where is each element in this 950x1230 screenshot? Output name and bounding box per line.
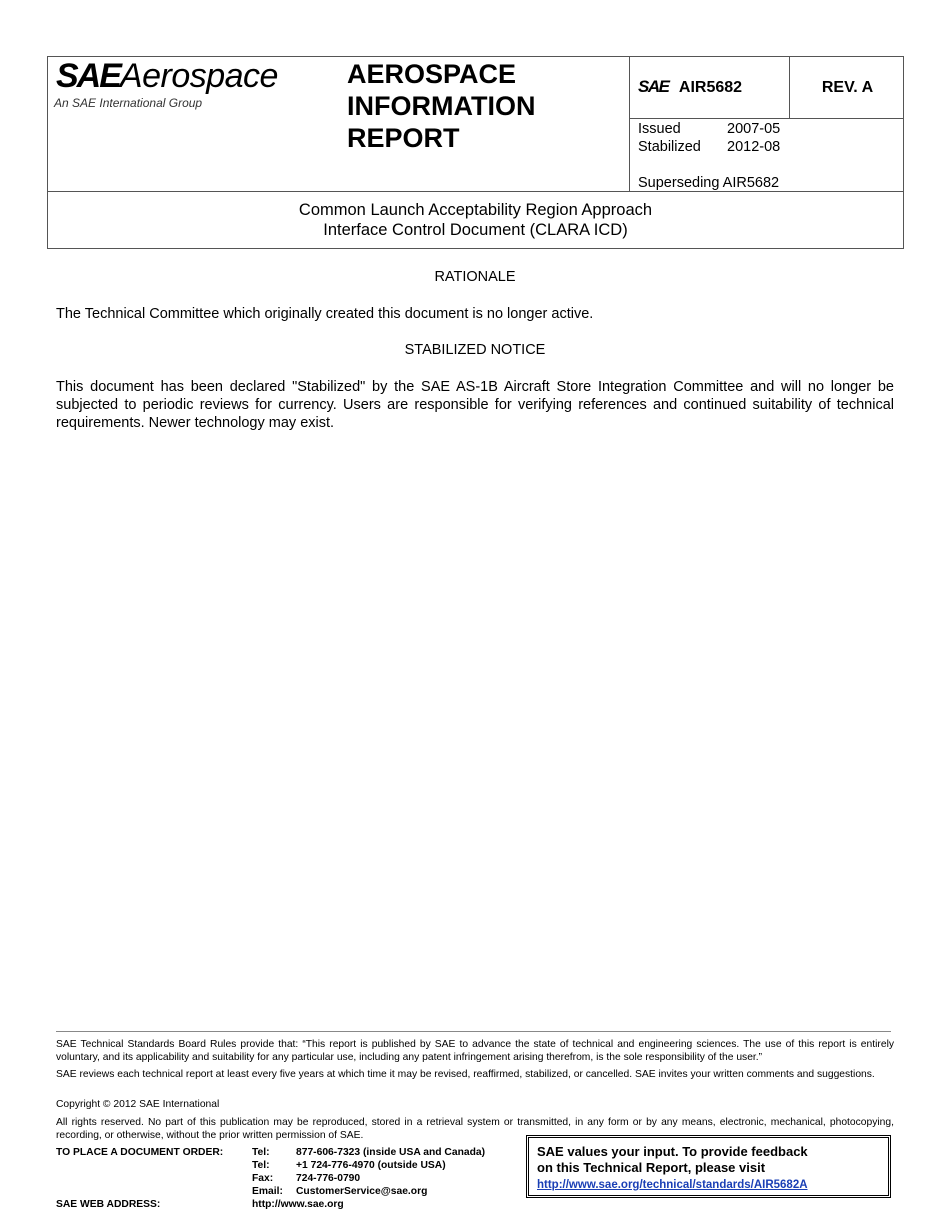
footer-rules-paragraph: SAE Technical Standards Board Rules provide that: “This report is published by SAE to advance the state of technical and engineering sciences. The use of this report is entirely voluntary, and its applicability and suitability for any particular use, including any patent infringement arising therefrom, is the sole responsibility of the user.” xyxy=(56,1039,894,1063)
logo-subtitle: An SAE International Group xyxy=(54,96,203,110)
revision-label: REV. A xyxy=(821,79,874,96)
document-title-line: Interface Control Document (CLARA ICD) xyxy=(323,221,628,239)
small-sae-logo: SAE xyxy=(638,77,669,96)
issued-date: 2007-05 xyxy=(727,121,781,137)
feedback-link[interactable]: http://www.sae.org/technical/standards/AIR5682A xyxy=(537,1179,808,1191)
logo-aerospace-text: Aerospace xyxy=(119,57,278,95)
stabilized-label: Stabilized xyxy=(638,139,701,155)
footer-rule xyxy=(56,1031,891,1032)
email-label: Email: xyxy=(252,1186,283,1197)
superseding-note: Superseding AIR5682 xyxy=(638,175,780,191)
document-type-line: AEROSPACE xyxy=(347,59,517,89)
rationale-text: The Technical Committee which originally created this document is no longer active. xyxy=(56,306,594,322)
document-type xyxy=(347,58,535,154)
footer-copyright: Copyright © 2012 SAE International xyxy=(56,1099,220,1110)
document-type-line: REPORT xyxy=(347,123,460,153)
order-label: TO PLACE A DOCUMENT ORDER: xyxy=(56,1147,224,1158)
document-type-line: INFORMATION xyxy=(347,91,536,121)
header-column-divider xyxy=(629,57,630,191)
issued-label: Issued xyxy=(638,121,681,137)
fax-value: 724-776-0790 xyxy=(296,1173,361,1184)
document-title xyxy=(47,200,904,240)
document-number: AIR5682 xyxy=(678,79,743,96)
header-row-divider xyxy=(629,118,903,119)
rationale-heading: RATIONALE xyxy=(434,269,516,285)
tel1-label: Tel: xyxy=(252,1147,270,1158)
email-value[interactable]: CustomerService@sae.org xyxy=(296,1186,428,1197)
document-number-cell xyxy=(638,77,742,97)
feedback-line: on this Technical Report, please visit xyxy=(537,1160,766,1175)
tel2-value: +1 724-776-4970 (outside USA) xyxy=(296,1160,446,1171)
tel2-label: Tel: xyxy=(252,1160,270,1171)
footer-rights-paragraph: All rights reserved. No part of this publication may be reproduced, stored in a retrieval system or transmitted, in any form or by any means, electronic, mechanical, photocopying, recording, or otherwise, without the prior written permission of SAE. xyxy=(56,1117,894,1141)
document-title-line: Common Launch Acceptability Region Approach xyxy=(298,201,653,219)
sae-aerospace-logo xyxy=(56,57,278,96)
feedback-line: SAE values your input. To provide feedback xyxy=(537,1144,808,1159)
stabilized-date: 2012-08 xyxy=(727,139,781,155)
web-address-value[interactable]: http://www.sae.org xyxy=(252,1199,344,1210)
feedback-box xyxy=(526,1135,891,1198)
stabilized-notice-text: This document has been declared "Stabilized" by the SAE AS-1B Aircraft Store Integration Committee and will no longer be subjected to periodic reviews for currency. Users are responsible for verifying references and continued suitability of technical requirements. Newer technology may exist. xyxy=(56,379,894,431)
fax-label: Fax: xyxy=(252,1173,274,1184)
tel1-value: 877-606-7323 (inside USA and Canada) xyxy=(296,1147,486,1158)
logo-sae-text: SAE xyxy=(56,57,120,95)
stabilized-notice-heading: STABILIZED NOTICE xyxy=(404,342,546,358)
footer-review-paragraph: SAE reviews each technical report at least every five years at which time it may be revised, reaffirmed, stabilized, or cancelled. SAE invites your written comments and suggestions. xyxy=(56,1069,875,1080)
web-address-label: SAE WEB ADDRESS: xyxy=(56,1199,161,1210)
